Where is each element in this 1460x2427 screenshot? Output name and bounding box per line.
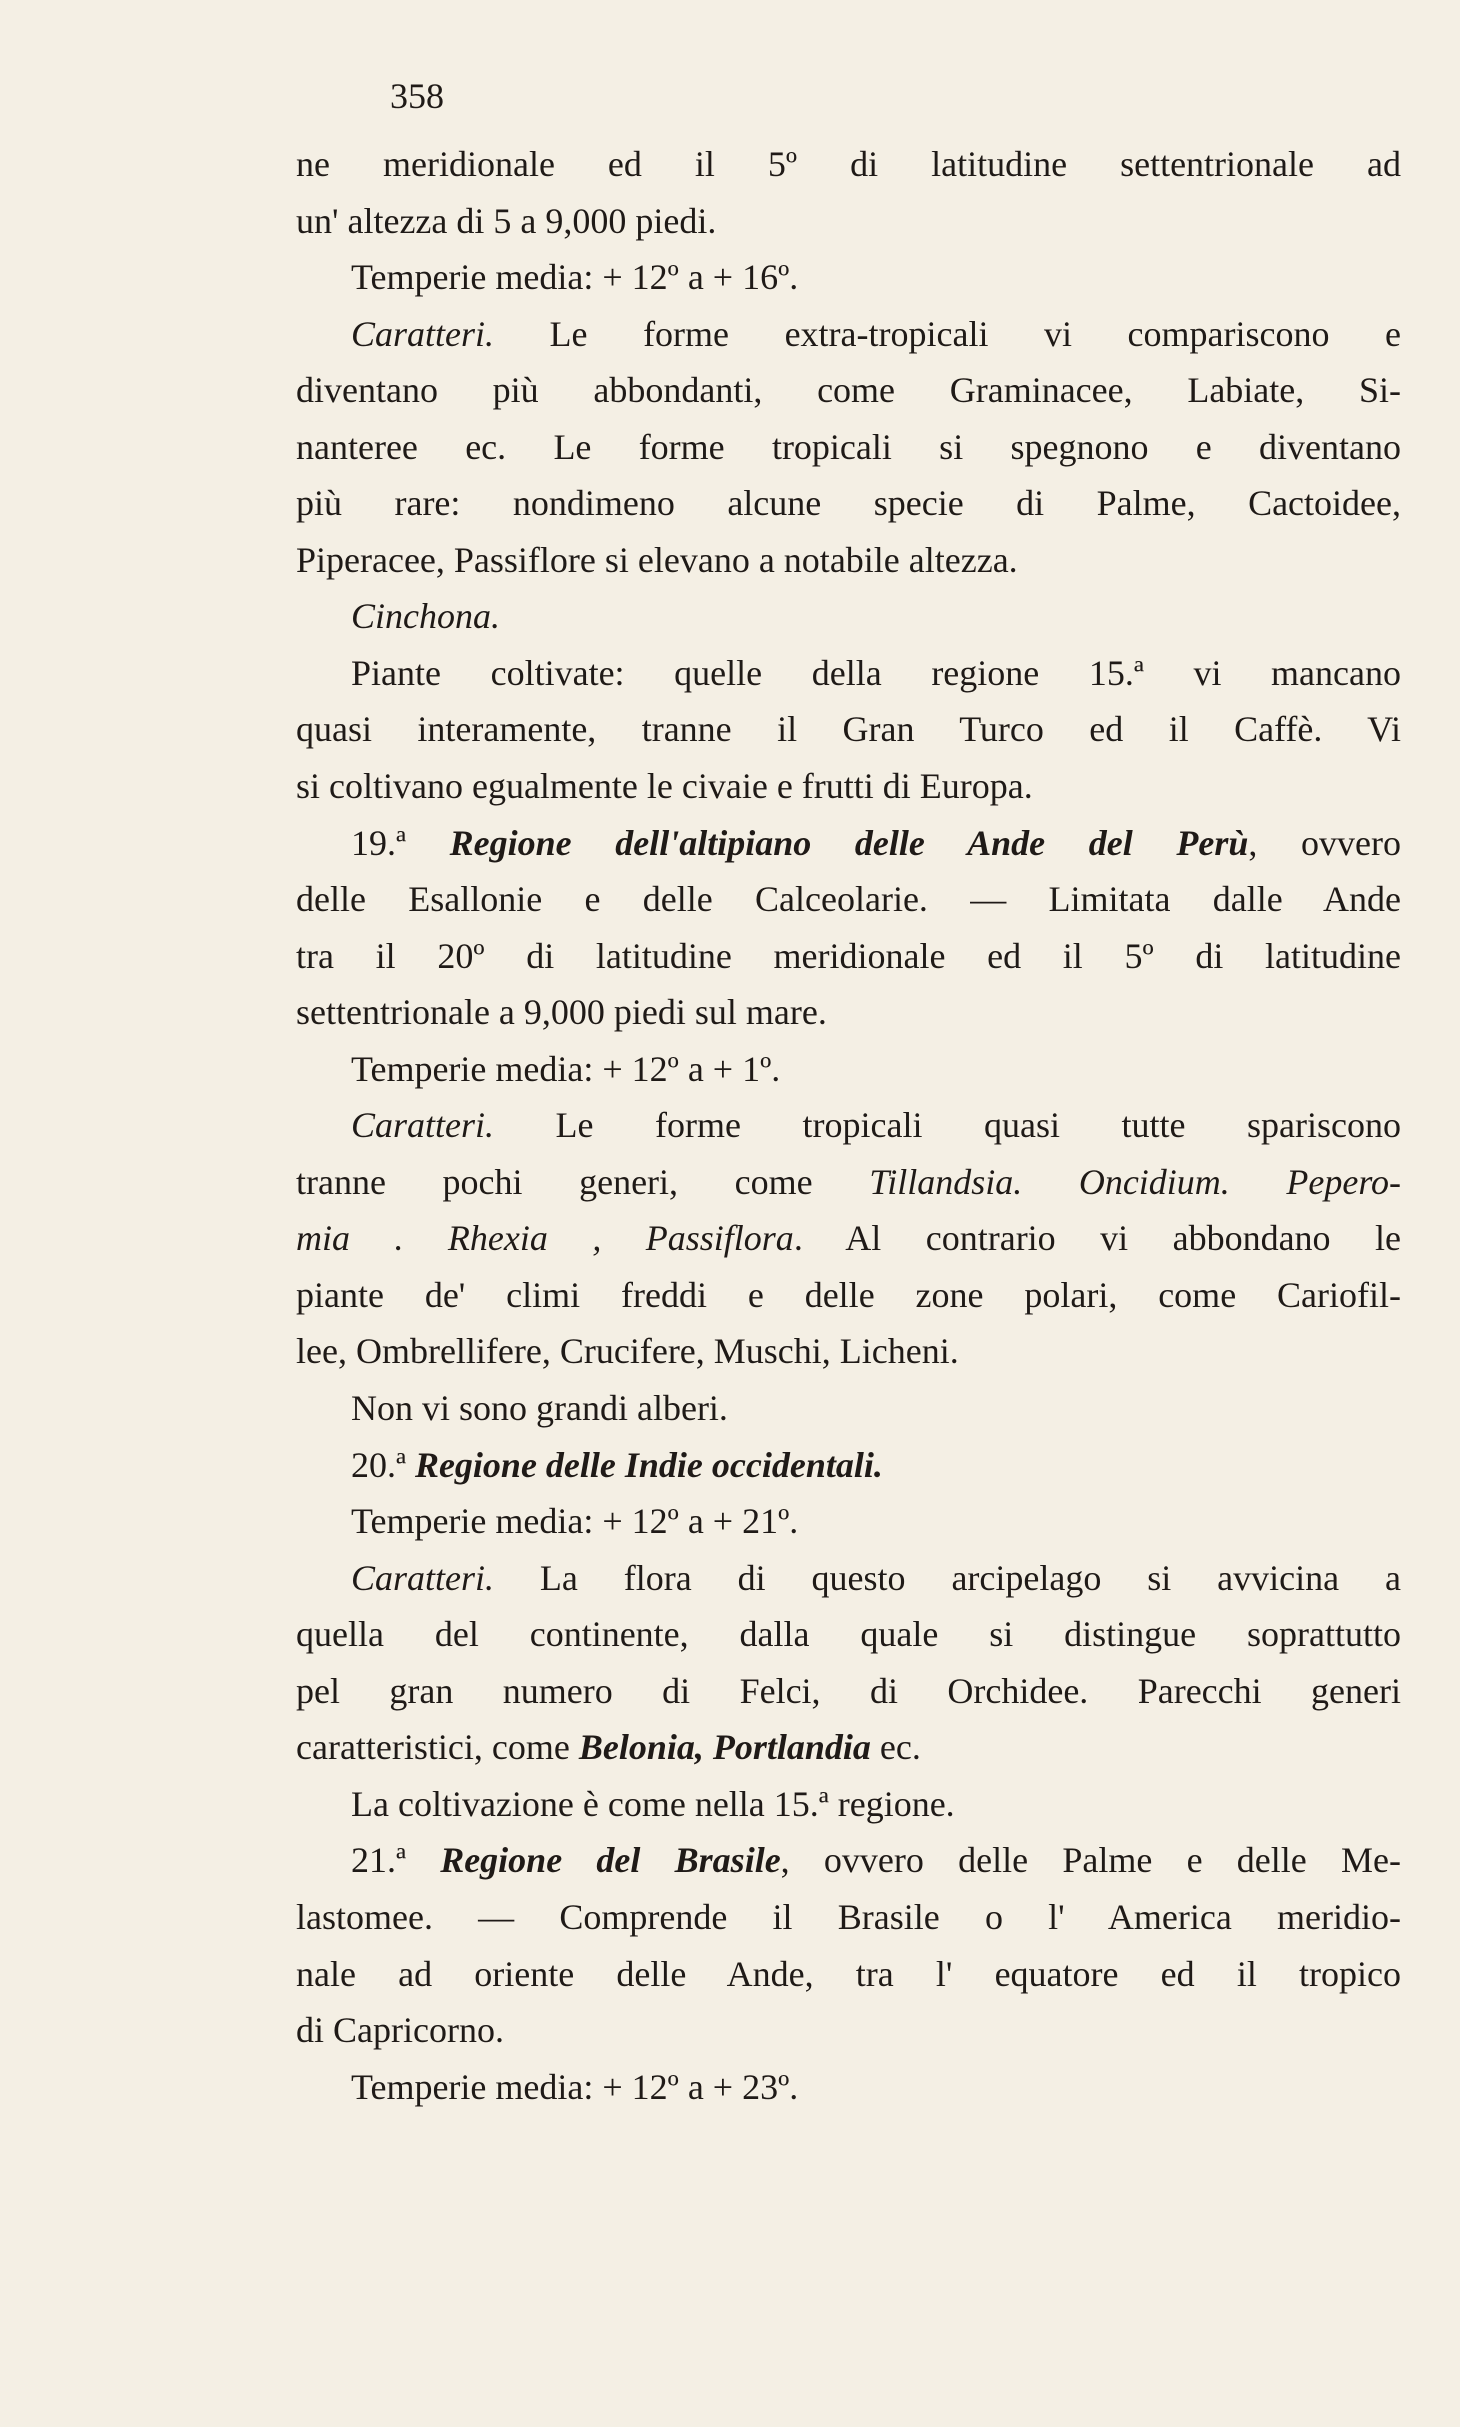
text-line: nanteree ec. Le forme tropicali si spegnono e diventano xyxy=(296,426,1401,467)
text-line: quasi interamente, tranne il Gran Turco ed il Caffè. Vi xyxy=(296,709,1401,750)
text-line: Temperie media: + 12º a + 23º. xyxy=(351,2066,799,2107)
text-span: La flora di questo arcipelago si avvicina a xyxy=(494,1557,1401,1598)
region-heading xyxy=(296,1437,1401,1494)
genus-names: mia . Rhexia , Passiflora xyxy=(296,1218,794,1259)
text-line: settentrionale a 9,000 piedi sul mare. xyxy=(296,992,827,1033)
text-line: Piperacee, Passiflore si elevano a notabile altezza. xyxy=(296,539,1018,580)
region-number: 21.ª xyxy=(351,1840,441,1881)
text-line: Temperie media: + 12º a + 16º. xyxy=(351,257,799,298)
page-body xyxy=(296,136,1401,2115)
text-line xyxy=(296,1719,1401,1776)
text-line: Temperie media: + 12º a + 21º. xyxy=(351,1501,799,1542)
text-line: Cinchona. xyxy=(351,596,500,637)
text-span: caratteristici, come xyxy=(296,1727,579,1768)
region-number: 20.ª xyxy=(351,1444,415,1485)
text-span: tranne pochi generi, come xyxy=(296,1161,870,1202)
text-line xyxy=(296,1154,1401,1211)
text-line: pel gran numero di Felci, di Orchidee. Parecchi generi xyxy=(296,1670,1401,1711)
text-line: quella del continente, dalla quale si distingue soprattutto xyxy=(296,1614,1401,1655)
genus-names: Tillandsia. Oncidium. Pepero- xyxy=(869,1161,1401,1202)
genus-names: Belonia, Portlandia xyxy=(578,1727,871,1768)
region-title: Regione delle Indie occidentali. xyxy=(414,1444,883,1485)
text-line: diventano più abbondanti, come Graminacee, Labiate, Si- xyxy=(296,370,1401,411)
text-span: ec. xyxy=(870,1727,921,1768)
text-line: La coltivazione è come nella 15.ª regione. xyxy=(351,1783,955,1824)
text-line: di Capricorno. xyxy=(296,2010,504,2051)
text-line xyxy=(296,1210,1401,1267)
section-label: Caratteri. xyxy=(351,1105,495,1146)
text-line: Piante coltivate: quelle della regione 15.ª vi mancano xyxy=(351,652,1401,693)
text-line: nale ad oriente delle Ande, tra l' equatore ed il tropico xyxy=(296,1953,1401,1994)
text-span: , ovvero delle Palme e delle Me- xyxy=(780,1840,1401,1881)
region-heading xyxy=(296,815,1401,872)
region-number: 19.ª xyxy=(351,822,450,863)
text-line: tra il 20º di latitudine meridionale ed il 5º di latitudine xyxy=(296,935,1401,976)
text-line xyxy=(296,306,1401,363)
text-line: delle Esallonie e delle Calceolarie. — Limitata dalle Ande xyxy=(296,879,1401,920)
text-line: piante de' climi freddi e delle zone polari, come Cariofil- xyxy=(296,1274,1401,1315)
text-span: . Al contrario vi abbondano le xyxy=(793,1218,1401,1259)
text-line: Non vi sono grandi alberi. xyxy=(351,1388,728,1429)
text-span: Le forme tropicali quasi tutte spariscono xyxy=(494,1105,1401,1146)
text-line: ne meridionale ed il 5º di latitudine settentrionale ad xyxy=(296,144,1401,184)
text-line: lee, Ombrellifere, Crucifere, Muschi, Licheni. xyxy=(296,1331,959,1372)
text-line xyxy=(296,1097,1401,1154)
text-line: si coltivano egualmente le civaie e frutti di Europa. xyxy=(296,766,1033,807)
section-label: Caratteri. xyxy=(351,1557,495,1598)
section-label: Caratteri. xyxy=(351,313,495,354)
text-line xyxy=(296,1550,1401,1607)
text-line: un' altezza di 5 a 9,000 piedi. xyxy=(296,200,717,241)
region-title: Regione del Brasile xyxy=(440,1840,781,1881)
region-heading xyxy=(296,1832,1401,1889)
text-line: lastomee. — Comprende il Brasile o l' America meridio- xyxy=(296,1896,1401,1937)
region-title: Regione dell'altipiano delle Ande del Perù xyxy=(449,822,1249,863)
text-span: , ovvero xyxy=(1248,822,1402,863)
text-span: Le forme extra-tropicali vi compariscono e xyxy=(494,313,1401,354)
text-line: Temperie media: + 12º a + 1º. xyxy=(351,1048,781,1089)
text-line: più rare: nondimeno alcune specie di Palme, Cactoidee, xyxy=(296,483,1401,524)
page-number: 358 xyxy=(390,76,444,116)
